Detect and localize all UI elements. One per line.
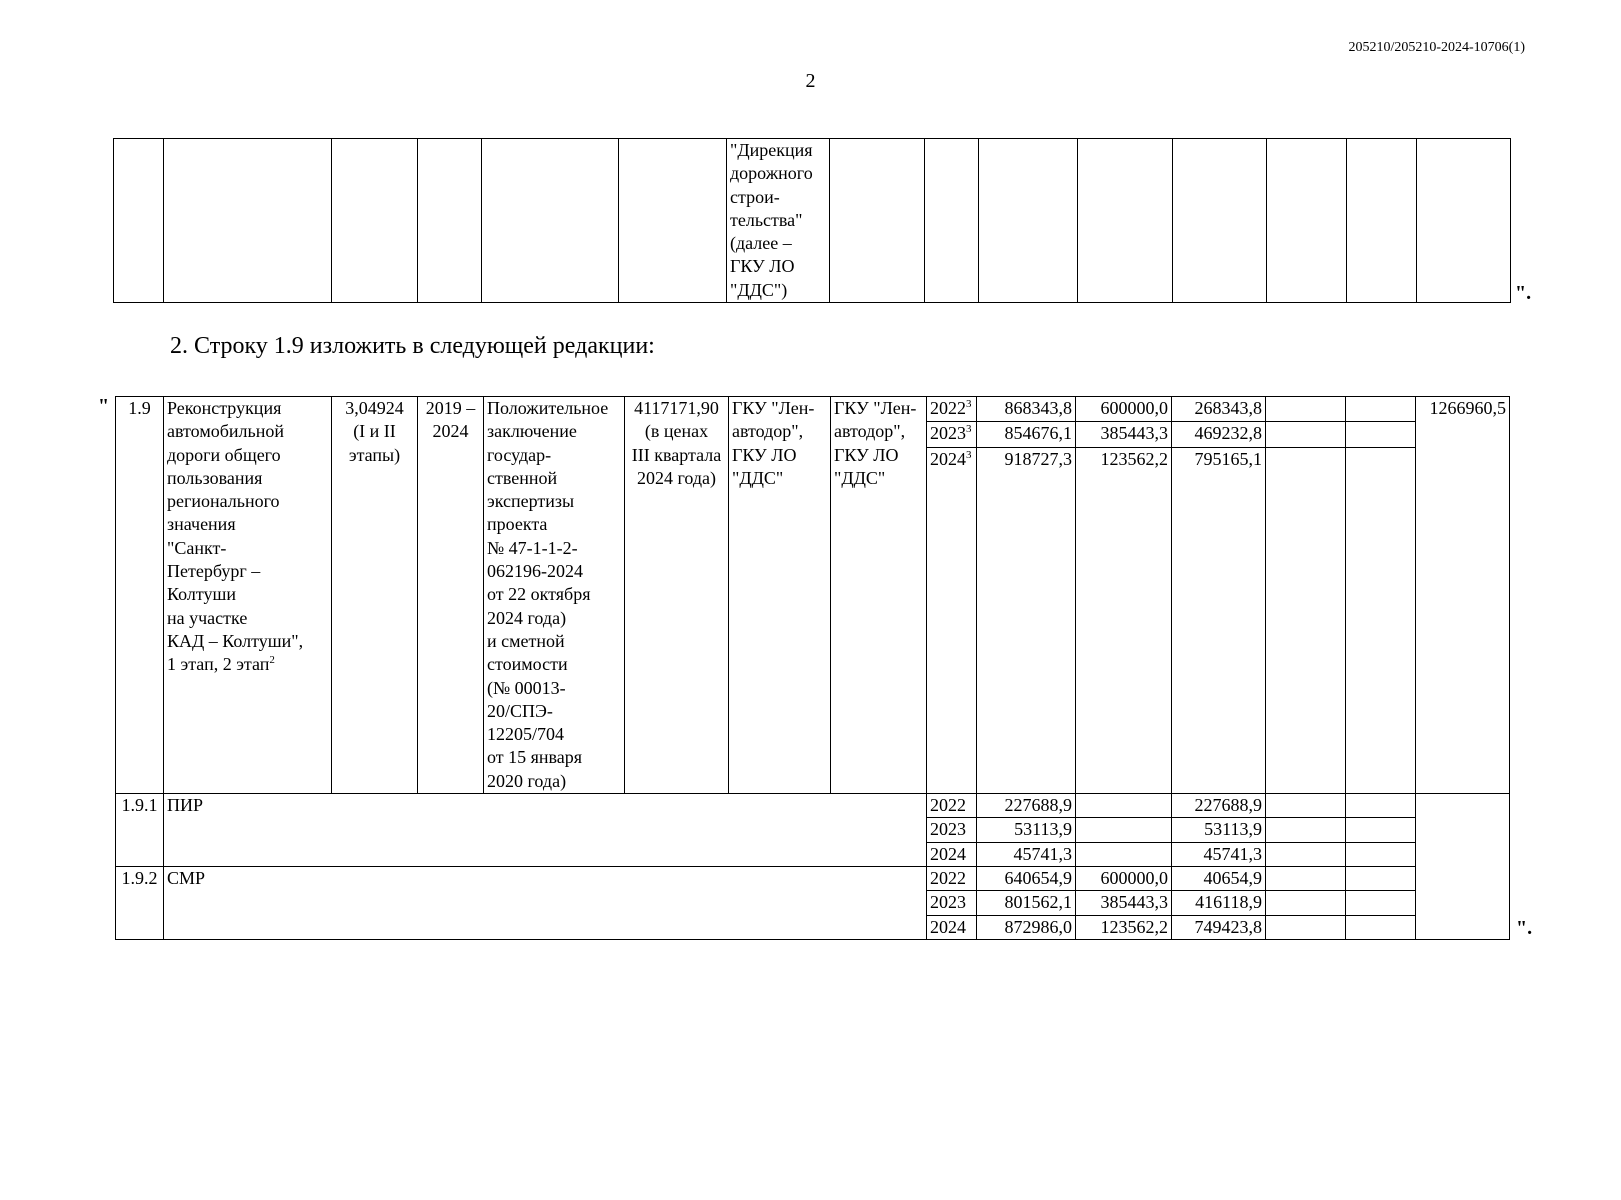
text-line: государ-: [487, 444, 552, 465]
federal-value: 600000,0: [1076, 397, 1172, 422]
object-name: [164, 397, 332, 794]
table-row: [116, 397, 1510, 422]
text-line: 2024 года): [487, 607, 567, 628]
total-value: 227688,9: [977, 794, 1076, 818]
cell: [1416, 794, 1510, 940]
expertise: [484, 397, 625, 794]
text-line: ГКУ ЛО: [834, 444, 899, 465]
document-id: 205210/205210-2024-10706(1): [1348, 40, 1525, 55]
regional-value: 416118,9: [1172, 891, 1266, 915]
amendment-table: [115, 396, 1510, 940]
estimated-cost: [625, 397, 729, 794]
text-line: 1 этап, 2 этап$^2$: [167, 654, 275, 675]
regional-value: 45741,3: [1172, 842, 1266, 866]
closing-quote: ".: [1515, 282, 1532, 304]
text-line: от 22 октября: [487, 584, 591, 605]
federal-value: 385443,3: [1076, 891, 1172, 915]
regional-value: 268343,8: [1172, 397, 1266, 422]
cell: [1346, 422, 1416, 447]
expertise-lines: [487, 397, 621, 793]
text-line: ственной: [487, 467, 558, 488]
text-line: тельства": [730, 209, 803, 230]
text-line: 2024: [432, 421, 469, 442]
cell: [418, 139, 482, 303]
text-line: Колтуши: [167, 584, 236, 605]
text-line: (в ценах: [644, 421, 709, 442]
developer-lines: [834, 397, 923, 490]
year-cell: 2022: [927, 794, 977, 818]
cell: [1266, 447, 1346, 793]
row-number: 1.9.1: [116, 794, 164, 867]
year-cell: 2022$^3$: [927, 397, 977, 422]
regional-value: 469232,8: [1172, 422, 1266, 447]
cell: [1346, 915, 1416, 939]
text-line: проекта: [487, 514, 548, 535]
federal-value: [1076, 818, 1172, 842]
table-row: [116, 866, 1510, 890]
text-line: от 15 января: [487, 747, 583, 768]
cell: [482, 139, 619, 303]
year-cell: 2023: [927, 818, 977, 842]
text-line: "ДДС"): [730, 279, 788, 300]
text-line: III квартала: [631, 444, 722, 465]
cell: [1266, 397, 1346, 422]
cell: [1266, 842, 1346, 866]
total-value: 640654,9: [977, 866, 1076, 890]
text-line: автодор",: [834, 421, 906, 442]
cell: [1078, 139, 1173, 303]
federal-value: [1076, 842, 1172, 866]
continuation-table: [113, 138, 1511, 303]
stage-name: СМР: [164, 866, 927, 939]
text-line: 4117171,90: [634, 398, 719, 418]
text-line: 2024 года): [636, 467, 717, 488]
text-line: Реконструкция: [167, 398, 282, 418]
text-line: автомобильной: [167, 421, 284, 442]
table-row: [116, 794, 1510, 818]
regional-value: 795165,1: [1172, 447, 1266, 793]
text-line: Петербург –: [167, 561, 261, 582]
text-line: этапы): [348, 444, 401, 465]
cost-lines: [628, 397, 725, 490]
cell: [1266, 794, 1346, 818]
text-line: "ДДС": [834, 467, 886, 488]
text-line: дорожного: [730, 163, 813, 184]
opening-quote: ": [98, 395, 110, 417]
total-value: 45741,3: [977, 842, 1076, 866]
customer-cell: [727, 139, 830, 303]
customer-lines: [730, 139, 826, 302]
cell: [1266, 818, 1346, 842]
footnote-mark: 2: [269, 654, 275, 667]
cell: [1346, 818, 1416, 842]
text-line: № 47-1-1-2-: [487, 537, 578, 558]
total-value: 868343,8: [977, 397, 1076, 422]
text-line: заключение: [487, 421, 577, 442]
cell: [1266, 422, 1346, 447]
federal-value: 123562,2: [1076, 447, 1172, 793]
row-number: 1.9.2: [116, 866, 164, 939]
closing-quote: ".: [1516, 917, 1533, 939]
text-line: "ДДС": [732, 467, 784, 488]
year-cell: 2024: [927, 842, 977, 866]
cell: [925, 139, 979, 303]
cell: [164, 139, 332, 303]
cell: [1267, 139, 1347, 303]
cell: [1346, 842, 1416, 866]
federal-value: 600000,0: [1076, 866, 1172, 890]
text-line: стоимости: [487, 654, 568, 675]
cell: [619, 139, 727, 303]
text-line: Положительное: [487, 398, 609, 418]
text-line: (№ 00013-: [487, 677, 566, 698]
amendment-heading: 2. Строку 1.9 изложить в следующей редакции:: [170, 333, 655, 359]
cell: [1266, 891, 1346, 915]
text-line: строи-: [730, 186, 780, 207]
cell: [332, 139, 418, 303]
cell: [1346, 794, 1416, 818]
text-line: 062196-2024: [487, 561, 583, 582]
total-value: 872986,0: [977, 915, 1076, 939]
text-line: ГКУ ЛО: [730, 256, 795, 277]
year-cell: 2023$^3$: [927, 422, 977, 447]
text-line: 3,04924: [345, 398, 404, 418]
period: [418, 397, 484, 794]
year-cell: 2023: [927, 891, 977, 915]
year-cell: 2024: [927, 915, 977, 939]
text-line: экспертизы: [487, 491, 575, 512]
regional-value: 227688,9: [1172, 794, 1266, 818]
cell: [1346, 447, 1416, 793]
total-value: 53113,9: [977, 818, 1076, 842]
cell: [1173, 139, 1267, 303]
last-value: 1266960,5: [1416, 397, 1510, 794]
total-value: 801562,1: [977, 891, 1076, 915]
regional-value: 749423,8: [1172, 915, 1266, 939]
cell: [830, 139, 925, 303]
text-line: и сметной: [487, 630, 565, 651]
text-line: ГКУ "Лен-: [732, 398, 815, 418]
cell: [1266, 915, 1346, 939]
cell: [1346, 891, 1416, 915]
text-line: пользования: [167, 467, 263, 488]
regional-value: 53113,9: [1172, 818, 1266, 842]
text-line: 2020 года): [487, 770, 567, 791]
customer: [729, 397, 831, 794]
text-line: 2019 –: [425, 398, 476, 418]
cell: [1417, 139, 1511, 303]
text-line: регионального: [167, 491, 280, 512]
text-line: ГКУ "Лен-: [834, 398, 917, 418]
text-line: "Дирекция: [730, 140, 813, 160]
text-line: "Санкт-: [167, 537, 227, 558]
text-line: значения: [167, 514, 236, 535]
cell: [979, 139, 1078, 303]
text-line: 20/СПЭ-: [487, 700, 553, 721]
text-line: дороги общего: [167, 444, 281, 465]
federal-value: 385443,3: [1076, 422, 1172, 447]
text-line: 12205/704: [487, 724, 565, 745]
period-lines: [421, 397, 480, 444]
total-value: 918727,3: [977, 447, 1076, 793]
year-cell: 2022: [927, 866, 977, 890]
text-line: КАД – Колтуши",: [167, 630, 304, 651]
total-value: 854676,1: [977, 422, 1076, 447]
year-cell: 2024$^3$: [927, 447, 977, 793]
page-number: 2: [805, 70, 816, 92]
text-line: на участке: [167, 607, 248, 628]
regional-value: 40654,9: [1172, 866, 1266, 890]
cell: [1346, 397, 1416, 422]
text-line: (I и II: [353, 421, 396, 442]
cell: [1347, 139, 1417, 303]
cell: [1266, 866, 1346, 890]
federal-value: [1076, 794, 1172, 818]
cell: [114, 139, 164, 303]
object-name-lines: [167, 397, 328, 677]
text-line: ГКУ ЛО: [732, 444, 797, 465]
text-line: (далее –: [730, 233, 792, 254]
capacity-lines: [335, 397, 414, 467]
customer-lines: [732, 397, 827, 490]
stage-name: ПИР: [164, 794, 927, 867]
row-number: 1.9: [116, 397, 164, 794]
capacity: [332, 397, 418, 794]
text-line: автодор",: [732, 421, 804, 442]
cell: [1346, 866, 1416, 890]
developer: [831, 397, 927, 794]
federal-value: 123562,2: [1076, 915, 1172, 939]
